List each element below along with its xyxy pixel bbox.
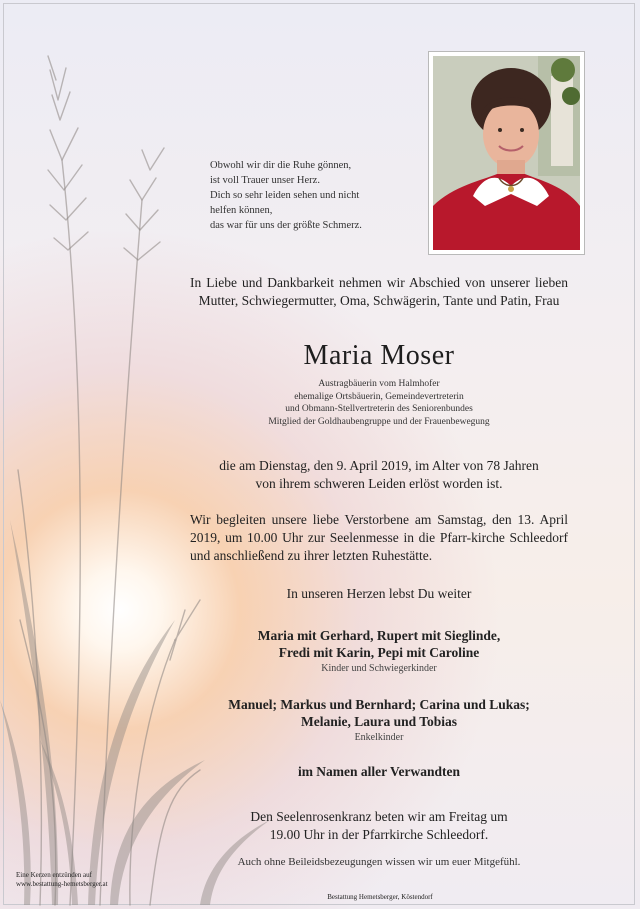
poem-line: Dich so sehr leiden sehen und nicht (210, 190, 360, 201)
passing-notice (190, 457, 568, 493)
family-line: Melanie, Laura und Tobias (300, 713, 458, 729)
relatives-line: im Namen aller Verwandten (297, 764, 461, 779)
passing-line: die am Dienstag, den 9. April 2019, im Alter von 78 Jahren (219, 458, 539, 473)
thanks-line: Auch ohne Beileidsbezeugungen wissen wir um euer Mitgefühl. (237, 856, 521, 868)
role-line: Austragbäuerin vom Halmhofer (318, 379, 440, 389)
rosary-line: 19.00 Uhr in der Pfarrkirche Schleedorf. (269, 826, 489, 842)
portrait-image (433, 56, 580, 250)
role-line: Mitglied der Goldhaubengruppe und der Frauenbewegung (268, 416, 490, 427)
role-line: ehemalige Ortsbäuerin, Gemeindevertreterin (294, 391, 464, 402)
memorial-line: In unseren Herzen lebst Du weiter (286, 586, 472, 601)
family-grandchildren-caption: Enkelkinder (354, 732, 404, 743)
footer-website[interactable]: www.bestattung-hemetsberger.at (16, 880, 108, 888)
rosary-notice (190, 808, 568, 843)
poem-line: helfen können, (210, 205, 273, 216)
family-grandchildren (190, 697, 568, 730)
portrait-photo (428, 51, 585, 255)
poem (210, 158, 410, 233)
candle-link[interactable] (16, 871, 108, 889)
deceased-name: Maria Moser (303, 340, 455, 371)
roles-list (190, 378, 568, 428)
rosary-line: Den Seelenrosenkranz beten wir am Freitag um (250, 809, 508, 824)
footer-left-line: Eine Kerzen entzünden auf (16, 871, 92, 879)
family-line: Fredi mit Karin, Pepi mit Caroline (278, 644, 480, 660)
poem-line: ist voll Trauer unser Herz. (210, 175, 320, 186)
family-children (190, 628, 568, 661)
funeral-home-credit: Bestattung Hemetsberger, Köstendorf (327, 893, 433, 901)
intro-text: In Liebe und Dankbarkeit nehmen wir Abschied von unserer lieben Mutter, Schwiegermutter, Oma, Schwägerin, Tante und Patin, Frau (190, 275, 568, 308)
role-line: und Obmann-Stellvertreterin des Seniorenbundes (285, 404, 473, 414)
poem-line: Obwohl wir dir die Ruhe gönnen, (210, 160, 352, 171)
poem-line: das war für uns der größte Schmerz. (210, 220, 362, 231)
family-children-caption: Kinder und Schwiegerkinder (321, 663, 437, 674)
service-text: Wir begleiten unsere liebe Verstorbene am Samstag, den 13. April 2019, um 10.00 Uhr zur Seelenmesse in die Pfarr-kirche Schleedorf und anschließend zu ihrer letzten Ruhestätte. (190, 512, 568, 563)
family-line: Manuel; Markus und Bernhard; Carina und Lukas; (228, 697, 530, 712)
passing-line: von ihrem schweren Leiden erlöst worden ist. (255, 476, 503, 491)
family-line: Maria mit Gerhard, Rupert mit Sieglinde, (257, 628, 501, 643)
